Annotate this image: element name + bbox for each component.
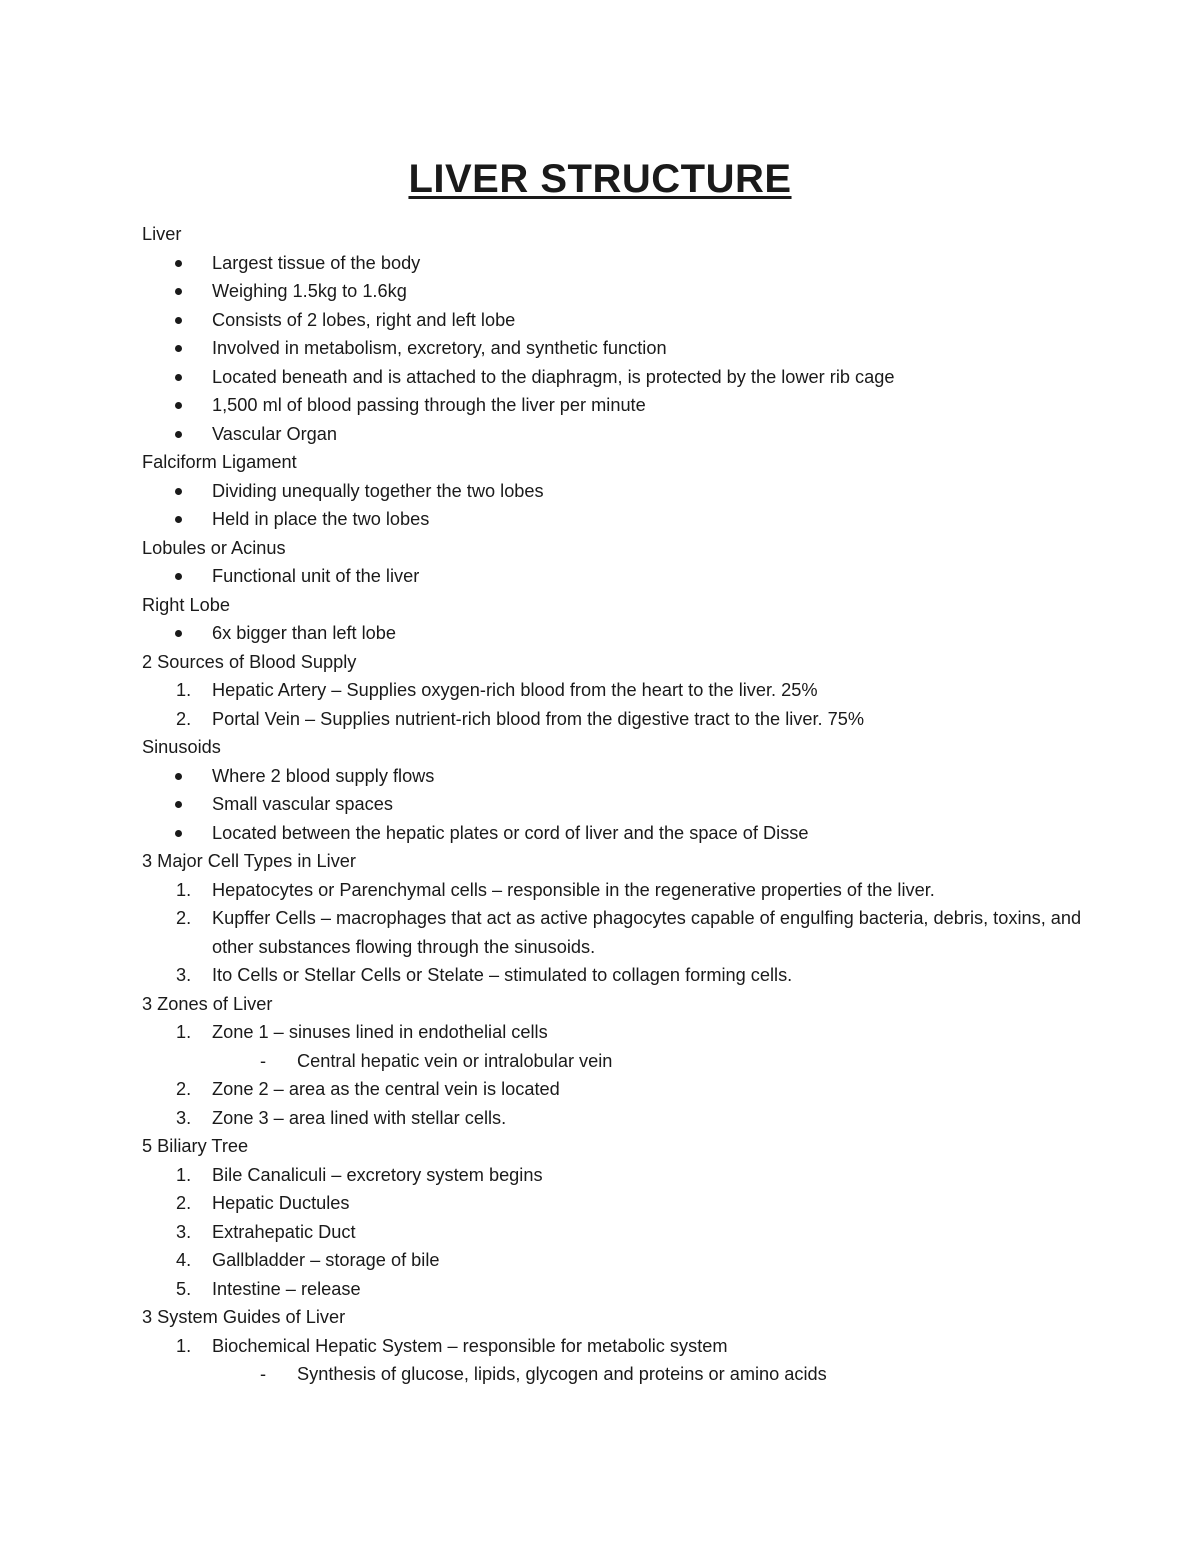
list-item-text: Held in place the two lobes xyxy=(212,509,430,529)
list-item-text: Consists of 2 lobes, right and left lobe xyxy=(212,309,516,330)
list-item xyxy=(142,306,1100,335)
list-number: 2. xyxy=(176,1079,192,1099)
list-item-text: Zone 2 – area as the central vein is located xyxy=(212,1079,560,1099)
bullet-icon xyxy=(175,431,182,438)
list-item-text: Small vascular spaces xyxy=(212,794,393,814)
numbered-list xyxy=(142,1161,1100,1304)
list-number: 4. xyxy=(176,1250,192,1270)
list-item xyxy=(142,1218,1100,1247)
list-item-text: Largest tissue of the body xyxy=(212,252,421,273)
list-number: 1. xyxy=(176,1164,192,1185)
list-item xyxy=(142,363,1100,392)
sub-list-item xyxy=(142,1047,1100,1076)
list-item xyxy=(142,334,1100,363)
bullet-list xyxy=(142,562,1100,591)
section-heading: Lobules or Acinus xyxy=(142,537,286,558)
bullet-icon xyxy=(175,374,182,381)
list-item-text: 1,500 ml of blood passing through the liver per minute xyxy=(212,395,646,415)
dash-icon: - xyxy=(260,1364,267,1384)
list-item-text: Zone 3 – area lined with stellar cells. xyxy=(212,1107,507,1128)
list-item-text: Dividing unequally together the two lobes xyxy=(212,480,544,501)
bullet-icon xyxy=(175,345,182,352)
list-number: 1. xyxy=(176,1022,192,1042)
list-item xyxy=(142,819,1100,848)
list-item-text: Hepatocytes or Parenchymal cells – responsible in the regenerative properties of the liver. xyxy=(212,879,935,900)
list-item-text: Biochemical Hepatic System – responsible for metabolic system xyxy=(212,1335,728,1356)
list-item xyxy=(142,1018,1100,1047)
bullet-icon xyxy=(175,488,182,495)
list-item xyxy=(142,676,1100,705)
bullet-icon xyxy=(175,573,182,580)
section-heading: Falciform Ligament xyxy=(142,452,297,472)
list-item-text: Weighing 1.5kg to 1.6kg xyxy=(212,281,407,301)
section-heading: 3 Zones of Liver xyxy=(142,993,273,1014)
list-number: 2. xyxy=(176,908,192,928)
list-item xyxy=(142,562,1100,591)
dash-icon: - xyxy=(260,1050,267,1071)
list-item-text: Kupffer Cells – macrophages that act as active phagocytes capable of engulfing bacteria, debris, toxins, and other substances flowing through the sinusoids. xyxy=(212,908,1082,957)
section-heading: 3 Major Cell Types in Liver xyxy=(142,851,356,871)
list-item xyxy=(142,505,1100,534)
list-item xyxy=(142,762,1100,791)
list-number: 1. xyxy=(176,680,192,700)
list-item-text: Functional unit of the liver xyxy=(212,566,420,586)
bullet-icon xyxy=(175,288,182,295)
bullet-icon xyxy=(175,830,182,837)
list-item-text: Intestine – release xyxy=(212,1278,361,1299)
section-heading: 3 System Guides of Liver xyxy=(142,1307,346,1327)
list-item-text: Hepatic Ductules xyxy=(212,1193,350,1213)
page-title: LIVER STRUCTURE xyxy=(408,157,792,201)
numbered-list xyxy=(142,1332,1100,1389)
list-item-text: Vascular Organ xyxy=(212,423,338,444)
list-item xyxy=(142,277,1100,306)
list-item xyxy=(142,1275,1100,1304)
sub-list-item-text: Central hepatic vein or intralobular vein xyxy=(297,1050,613,1071)
list-item-text: Involved in metabolism, excretory, and synthetic function xyxy=(212,338,667,358)
list-item-text: Located beneath and is attached to the diaphragm, is protected by the lower rib cage xyxy=(212,366,895,387)
list-item-text: Hepatic Artery – Supplies oxygen-rich blood from the heart to the liver. 25% xyxy=(212,680,818,700)
bullet-icon xyxy=(175,516,182,523)
list-number: 1. xyxy=(176,879,192,900)
numbered-list xyxy=(142,876,1100,990)
bullet-icon xyxy=(175,402,182,409)
numbered-list xyxy=(142,676,1100,733)
list-number: 3. xyxy=(176,965,192,985)
list-item xyxy=(142,420,1100,449)
section-heading: Right Lobe xyxy=(142,594,230,615)
list-number: 5. xyxy=(176,1278,192,1299)
list-item xyxy=(142,1246,1100,1275)
bullet-list xyxy=(142,249,1100,449)
bullet-list xyxy=(142,477,1100,534)
list-item xyxy=(142,1332,1100,1361)
list-item xyxy=(142,961,1100,990)
list-item-text: Gallbladder – storage of bile xyxy=(212,1250,440,1270)
list-item xyxy=(142,619,1100,648)
list-item-text: Extrahepatic Duct xyxy=(212,1221,356,1242)
list-item-text: Zone 1 – sinuses lined in endothelial cells xyxy=(212,1022,548,1042)
document-body xyxy=(142,220,1100,1389)
list-item xyxy=(142,249,1100,278)
list-item-text: Bile Canaliculi – excretory system begins xyxy=(212,1164,543,1185)
section-heading: 2 Sources of Blood Supply xyxy=(142,651,357,672)
sub-list-item-text: Synthesis of glucose, lipids, glycogen and proteins or amino acids xyxy=(297,1364,827,1384)
numbered-list xyxy=(142,1018,1100,1132)
list-item xyxy=(142,391,1100,420)
list-item-text: Located between the hepatic plates or cord of liver and the space of Disse xyxy=(212,822,809,843)
list-item xyxy=(142,876,1100,905)
bullet-icon xyxy=(175,260,182,267)
list-item xyxy=(142,705,1100,734)
section-heading: Liver xyxy=(142,224,182,244)
sub-list-item xyxy=(142,1360,1100,1389)
bullet-icon xyxy=(175,630,182,637)
list-number: 1. xyxy=(176,1335,192,1356)
list-item xyxy=(142,1075,1100,1104)
list-item xyxy=(142,790,1100,819)
list-item-text: Where 2 blood supply flows xyxy=(212,765,435,786)
list-number: 3. xyxy=(176,1107,192,1128)
list-number: 2. xyxy=(176,1193,192,1213)
list-item-text: 6x bigger than left lobe xyxy=(212,623,397,643)
bullet-icon xyxy=(175,773,182,780)
list-number: 2. xyxy=(176,708,192,729)
bullet-list xyxy=(142,619,1100,648)
list-item-text: Portal Vein – Supplies nutrient-rich blood from the digestive tract to the liver. 75% xyxy=(212,708,865,729)
section-heading: 5 Biliary Tree xyxy=(142,1136,249,1156)
section-heading: Sinusoids xyxy=(142,737,221,757)
bullet-icon xyxy=(175,801,182,808)
list-item-text: Ito Cells or Stellar Cells or Stelate – stimulated to collagen forming cells. xyxy=(212,965,793,985)
bullet-list xyxy=(142,762,1100,848)
bullet-icon xyxy=(175,317,182,324)
list-item xyxy=(142,904,1100,961)
list-number: 3. xyxy=(176,1221,192,1242)
list-item xyxy=(142,1104,1100,1133)
list-item xyxy=(142,477,1100,506)
list-item xyxy=(142,1161,1100,1190)
list-item xyxy=(142,1189,1100,1218)
